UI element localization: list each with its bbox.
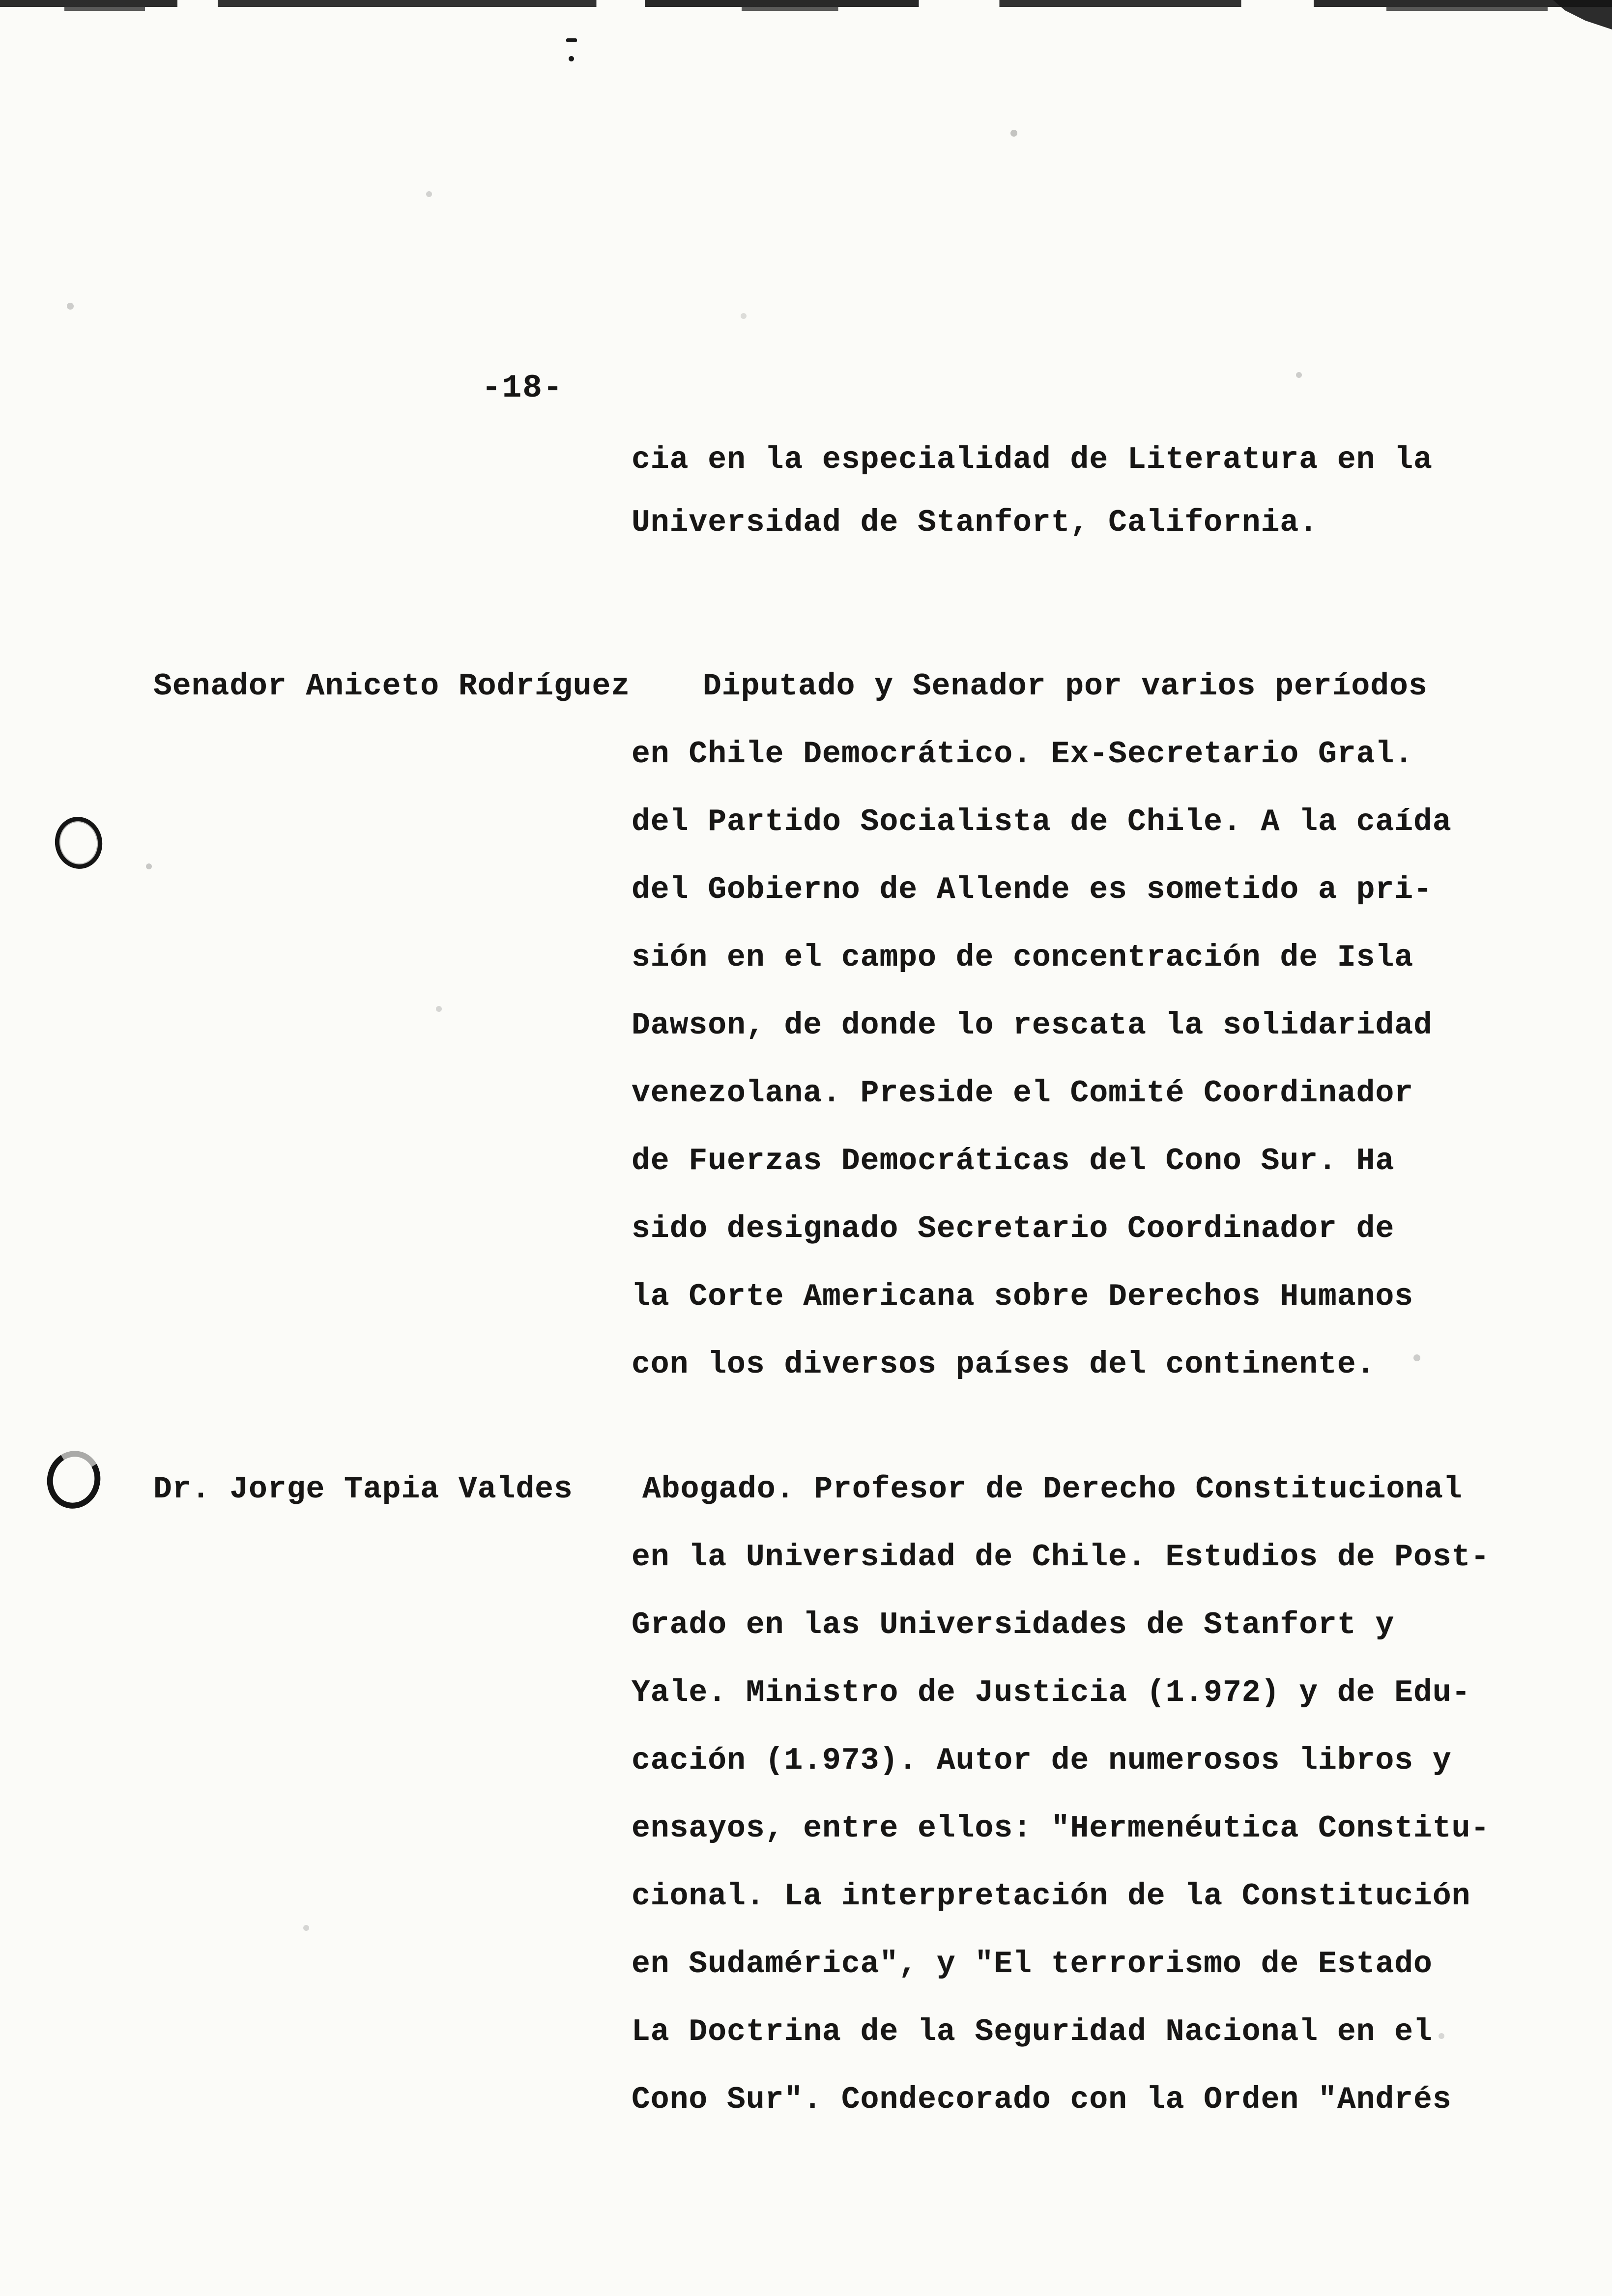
- text-line: del Partido Socialista de Chile. A la caída: [632, 804, 1452, 839]
- text-line: Diputado y Senador por varios períodos: [703, 669, 1428, 704]
- text-line: La Doctrina de la Seguridad Nacional en el: [632, 2014, 1433, 2049]
- text-line: Grado en las Universidades de Stanfort y: [632, 1607, 1395, 1642]
- text-line: cia en la especialidad de Literatura en la: [632, 442, 1433, 477]
- text-line: cación (1.973). Autor de numerosos libros y: [632, 1743, 1452, 1778]
- text-line: venezolana. Preside el Comité Coordinador: [632, 1076, 1414, 1111]
- entry-body: [632, 1456, 1546, 2134]
- text-line: ensayos, entre ellos: "Hermenéutica Constitu-: [632, 1811, 1490, 1846]
- text-line: sión en el campo de concentración de Isla: [632, 940, 1414, 975]
- entry-label: Dr. Jorge Tapia Valdes: [153, 1472, 573, 1507]
- handwritten-circle-mark: [41, 1445, 106, 1515]
- text-line: en Chile Democrático. Ex-Secretario Gral.: [632, 737, 1414, 772]
- text-line: de Fuerzas Democráticas del Cono Sur. Ha: [632, 1144, 1395, 1178]
- text-line: Yale. Ministro de Justicia (1.972) y de Edu-: [632, 1675, 1471, 1710]
- scan-corner-blot: [1553, 0, 1612, 29]
- scanner-edge-artifact-secondary: [0, 7, 1612, 11]
- continuation-paragraph: [632, 429, 1433, 554]
- text-line: Universidad de Stanfort, California.: [632, 505, 1319, 540]
- entry-body: [632, 653, 1546, 1399]
- handwritten-circle-mark: [51, 813, 107, 872]
- text-line: sido designado Secretario Coordinador de: [632, 1211, 1395, 1246]
- text-line: Cono Sur". Condecorado con la Orden "Andrés: [632, 2082, 1452, 2117]
- text-line: Dawson, de donde lo rescata la solidaridad: [632, 1008, 1433, 1043]
- entry-label: Senador Aniceto Rodríguez: [153, 669, 631, 704]
- text-line: cional. La interpretación de la Constitución: [632, 1879, 1471, 1914]
- scan-specks: [0, 0, 3, 3]
- text-line: del Gobierno de Allende es sometido a pri-: [632, 872, 1433, 907]
- text-line: la Corte Americana sobre Derechos Humanos: [632, 1279, 1414, 1314]
- scanner-edge-artifact: [0, 0, 1612, 7]
- ink-speck-colon: [566, 38, 577, 68]
- text-line: Abogado. Profesor de Derecho Constitucional: [642, 1472, 1463, 1507]
- page-number: -18-: [482, 370, 564, 406]
- text-line: en la Universidad de Chile. Estudios de Post-: [632, 1540, 1490, 1575]
- text-line: con los diversos países del continente.: [632, 1347, 1376, 1382]
- text-line: en Sudamérica", y "El terrorismo de Estado: [632, 1947, 1433, 1981]
